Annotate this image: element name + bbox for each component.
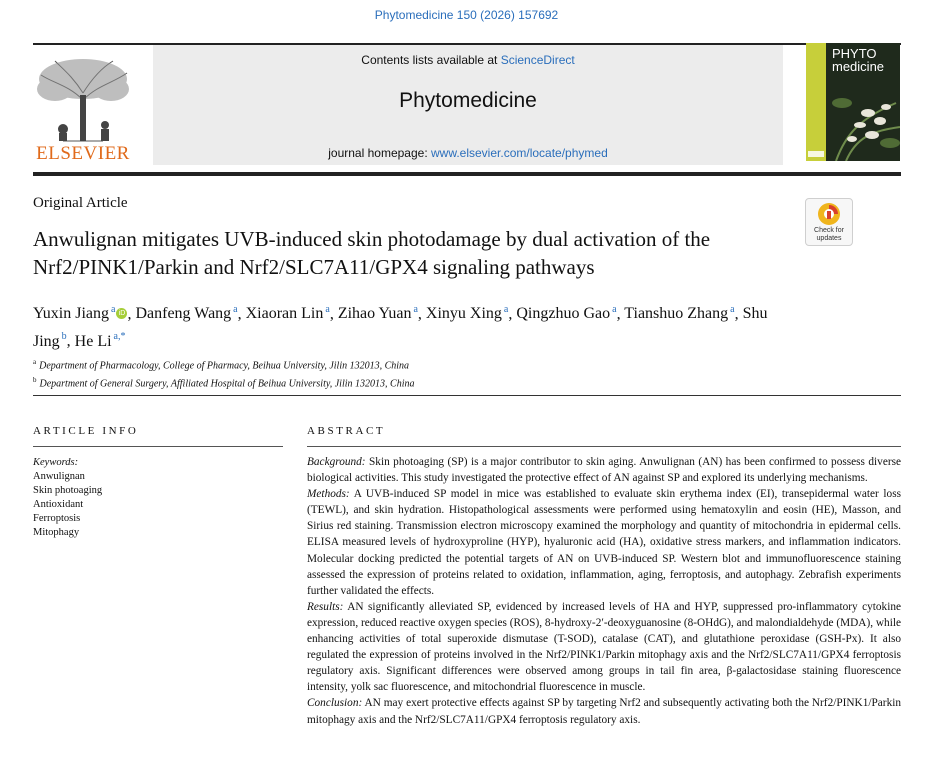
author-affiliation-mark[interactable]: b [61,331,67,343]
elsevier-tree-icon [33,55,133,143]
author-separator: , [237,305,246,323]
author-affiliation-mark[interactable]: a [612,304,617,315]
abstract-conclusion [307,695,901,727]
background-text: Skin photoaging (SP) is a major contributor to skin aging. Anwulignan (AN) has been confirmed to possess diverse biological activities. This study investigated the protective effect of AN against SP and explored its underlying mechanisms. [307,456,902,485]
keyword[interactable]: Skin photoaging [33,485,103,496]
affiliations [33,355,414,392]
abstract-rule [307,446,901,447]
keyword[interactable]: Anwulignan [33,471,85,482]
conclusion-label: Conclusion: [307,697,363,710]
check-for-updates-button[interactable] [805,198,853,246]
cover-title-line1: PHYTO [832,46,877,61]
keyword[interactable]: Ferroptosis [33,513,81,524]
methods-text: A UVB-induced SP model in mice was established to evaluate skin erythema index (EI), transepidermal water loss (TEWL), and skin hydration. Histopathological assessments were performed using hematoxylin and eosin (HE), Masson, and Sirius red staining. Transmission electron microscopy examined the morphology and quantity of mitochondria in epidermal cells. ELISA measured levels of hydroxyproline (HYP), hyaluronic acid (HA), oxidative stress markers, and inflammation indicators. Molecular docking predicted the potential targets of AN on UVB-induced SP. Western blot and immunofluorescence staining assessed the expression of proteins related to oxidation, inflammation, aging, ferroptosis, and autophagy. Zebrafish experiments further validated the effects. [307,488,901,597]
journal-citation[interactable]: Phytomedicine 150 (2026) 157692 [374,8,559,22]
author[interactable] [426,305,508,322]
affiliation-a [33,355,414,373]
results-text: AN significantly alleviated SP, evidenced by increased levels of HA and HYP, suppressed pro-inflammatory cytokine expression, reduced reactive oxygen species (ROS), 8-hydroxy-2′-deoxyguanosine (8-OHdG), and malondialdehyde (MDA), while enhancing activities of total superoxide dismutase (T-SOD), catalase (CAT), and glutathione peroxidase (GSH-Px). It also regulated the expression of proteins involved in the Nrf2/PINK1/Parkin mitophagy axis and the Nrf2/SLC7A11/GPX4 ferroptosis regulatory axis. Significant differences were observed among groups in tail fin area, β-galactosidase staining fluorescence intensity, yolk sac fluorescence, and mitochondrial fluorescence in muscle. [307,600,902,694]
author-separator: , [127,305,136,323]
author-name[interactable]: Tianshuo Zhang [624,305,729,323]
results-label: Results: [307,600,344,613]
contents-prefix: Contents lists available at [361,53,501,67]
author-affiliation-mark[interactable]: a [413,304,418,315]
cover-title-line2: medicine [832,59,885,74]
abstract-background [307,454,901,486]
journal-header-box [153,45,783,165]
journal-title[interactable]: Phytomedicine [399,89,537,112]
author[interactable] [75,333,126,350]
conclusion-text: AN may exert protective effects against SP by targeting Nrf2 and subsequently activating both the Nrf2/PINK1/Parkin mitophagy axis and the Nrf2/SLC7A11/GPX4 ferroptosis regulatory axis. [307,697,902,726]
abstract-methods [307,486,901,599]
author-name[interactable]: Danfeng Wang [135,305,232,323]
author-name[interactable]: Shu Jing [33,305,768,350]
affiliation-mark: a [33,358,37,366]
journal-cover[interactable] [806,43,900,161]
author-name[interactable]: He Li [74,332,112,350]
keyword[interactable]: Mitophagy [33,527,80,538]
methods-label: Methods: [307,488,350,501]
author[interactable] [33,305,127,322]
check-updates-icon [817,202,841,226]
keywords-list [33,456,102,540]
affiliation-b [33,373,414,391]
author-separator: , [616,305,625,323]
background-label: Background: [307,456,366,468]
author[interactable] [516,305,616,322]
affiliation-text: Department of Pharmacology, College of Pharmacy, Beihua University, Jilin 132013, China [39,360,410,372]
contents-line [153,53,783,67]
author-affiliation-mark[interactable]: a,* [113,331,126,343]
author-affiliation-mark[interactable]: a [325,304,330,315]
sciencedirect-link[interactable]: ScienceDirect [500,53,575,67]
header-thick-rule [33,172,901,176]
homepage-link[interactable]: www.elsevier.com/locate/phymed [431,146,608,160]
article-title: Anwulignan mitigates UVB-induced skin photodamage by dual activation of the Nrf2/PINK1/Parkin and Nrf2/SLC7A11/GPX4 signaling pathways [33,227,711,279]
author-affiliation-mark[interactable]: a [111,304,116,315]
author-separator: , [508,305,517,323]
author-affiliation-mark[interactable]: a [730,304,735,315]
affiliation-text: Department of General Surgery, Affiliated Hospital of Beihua University, Jilin 132013, China [39,378,415,390]
author[interactable] [135,305,237,322]
author-affiliation-mark[interactable]: a [233,304,238,315]
affiliation-rule [33,395,901,396]
author[interactable] [624,305,734,322]
article-type: Original Article [33,195,128,211]
article-info-rule [33,446,283,447]
elsevier-logo[interactable] [33,55,133,165]
publisher-name: ELSEVIER [36,143,130,164]
author-name[interactable]: Zihao Yuan [337,305,412,323]
author-separator: , [66,332,75,350]
keyword[interactable]: Antioxidant [33,499,84,510]
homepage-prefix: journal homepage: [328,146,431,160]
author-separator: , [417,305,426,323]
author[interactable] [246,305,330,322]
author-name[interactable]: Qingzhuo Gao [516,305,611,323]
author-name[interactable]: Xinyu Xing [425,305,502,323]
author-affiliation-mark[interactable]: a [503,304,509,315]
author-name[interactable]: Yuxin Jiang [33,305,109,323]
author-separator: , [329,305,338,323]
author-name[interactable]: Xiaoran Lin [245,305,324,323]
orcid-icon[interactable]: iD [116,308,127,319]
author[interactable] [338,305,418,322]
article-info-heading: ARTICLE INFO [33,425,139,437]
homepage-line [153,146,783,160]
check-updates-label: Check for updates [814,227,844,242]
author-separator: , [734,305,743,323]
abstract-results [307,599,901,696]
author-list [33,298,793,353]
abstract-body [307,454,901,728]
keywords-label: Keywords: [33,457,79,468]
affiliation-mark: b [33,376,37,385]
cover-title [832,47,884,73]
abstract-heading: ABSTRACT [307,425,386,437]
